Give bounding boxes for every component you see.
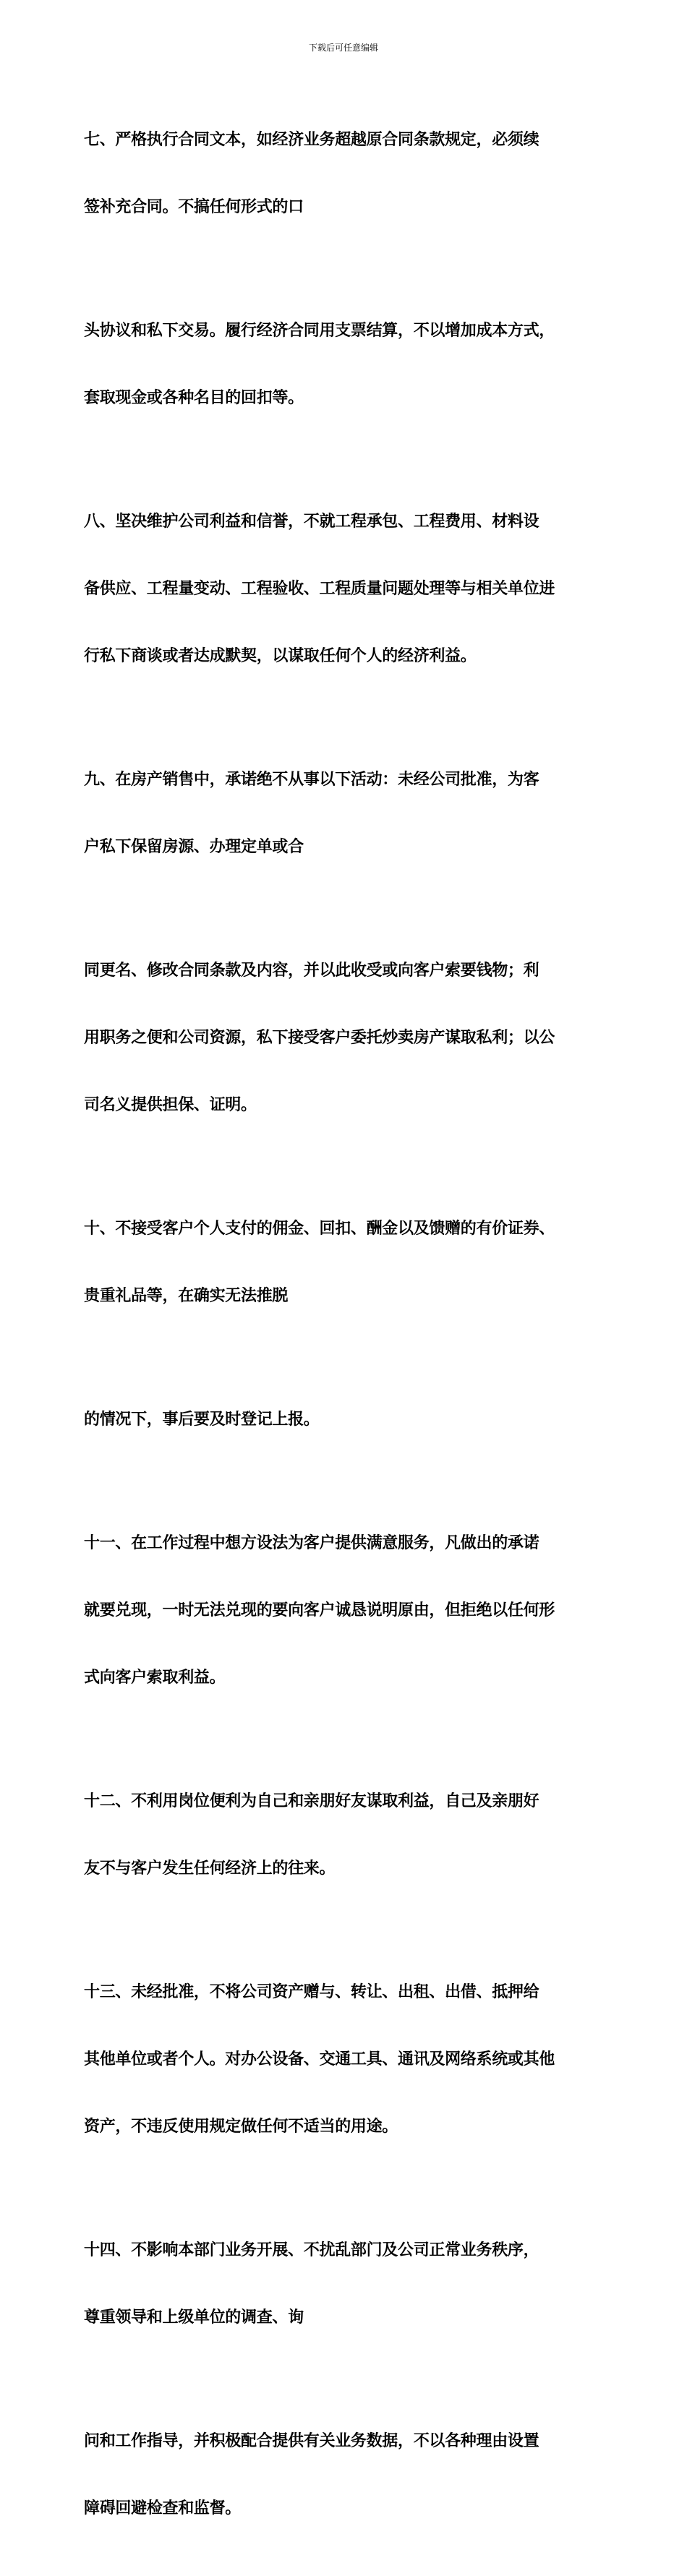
page-header: 下载后可任意编辑 — [308, 43, 378, 53]
paragraph-14-cont — [84, 2385, 607, 2564]
text-line: 七、严格执行合同文本，如经济业务超越原合同条款规定，必须续 — [84, 131, 539, 149]
text-line: 八、坚决维护公司利益和信誉，不就工程承包、工程费用、材料设 — [84, 513, 539, 531]
paragraph-9 — [84, 724, 607, 903]
text-line: 十一、在工作过程中想方设法为客户提供满意服务，凡做出的承诺 — [84, 1534, 539, 1552]
paragraph-10 — [84, 1173, 607, 1352]
text-line: 十二、不利用岗位便利为自己和亲朋好友谋取利益，自己及亲朋好 — [84, 1792, 539, 1810]
text-line: 问和工作指导，并积极配合提供有关业务数据，不以各种理由设置 — [84, 2432, 539, 2450]
text-line: 十三、未经批准，不将公司资产赠与、转让、出租、出借、抵押给 — [84, 1983, 539, 2001]
text-line: 九、在房产销售中，承诺绝不从事以下活动：未经公司批准，为客 — [84, 771, 539, 789]
paragraph-11 — [84, 1487, 607, 1734]
text-line: 户私下保留房源、办理定单或合 — [84, 838, 304, 856]
text-line: 套取现金或各种名目的回扣等。 — [84, 389, 304, 407]
text-line: 式向客户索取利益。 — [84, 1669, 226, 1687]
text-line: 尊重领导和上级单位的调查、询 — [84, 2308, 304, 2327]
text-line: 十、不接受客户个人支付的佣金、回扣、酬金以及馈赠的有价证券、 — [84, 1220, 555, 1238]
document-body — [84, 84, 607, 2576]
text-line: 同更名、修改合同条款及内容，并以此收受或向客户索要钱物；利 — [84, 962, 539, 980]
paragraph-9-cont — [84, 915, 607, 1161]
paragraph-14 — [84, 2194, 607, 2374]
text-line: 签补充合同。不搞任何形式的口 — [84, 198, 304, 216]
text-line: 资产，不违反使用规定做任何不适当的用途。 — [84, 2118, 398, 2136]
paragraph-13 — [84, 1936, 607, 2183]
text-line: 备供应、工程量变动、工程验收、工程质量问题处理等与相关单位进 — [84, 580, 555, 598]
text-line: 障碍回避检查和监督。 — [84, 2499, 242, 2517]
text-line: 用职务之便和公司资源，私下接受客户委托炒卖房产谋取私利；以公 — [84, 1029, 555, 1047]
text-line: 的情况下，事后要及时登记上报。 — [84, 1411, 320, 1429]
text-line: 头协议和私下交易。履行经济合同用支票结算，不以增加成本方式， — [84, 322, 555, 340]
paragraph-10-cont — [84, 1364, 607, 1476]
text-line: 贵重礼品等，在确实无法推脱 — [84, 1287, 289, 1305]
text-line: 行私下商谈或者达成默契，以谋取任何个人的经济利益。 — [84, 647, 477, 665]
paragraph-7-cont — [84, 275, 607, 454]
text-line: 就要兑现，一时无法兑现的要向客户诚恳说明原由，但拒绝以任何形 — [84, 1601, 555, 1619]
text-line: 友不与客户发生任何经济上的往来。 — [84, 1860, 336, 1878]
paragraph-12 — [84, 1745, 607, 1925]
text-line: 其他单位或者个人。对办公设备、交通工具、通讯及网络系统或其他 — [84, 2050, 555, 2068]
text-line: 十四、不影响本部门业务开展、不扰乱部门及公司正常业务秩序， — [84, 2241, 539, 2259]
paragraph-7 — [84, 84, 607, 263]
text-line: 司名义提供担保、证明。 — [84, 1096, 257, 1114]
paragraph-8 — [84, 466, 607, 712]
